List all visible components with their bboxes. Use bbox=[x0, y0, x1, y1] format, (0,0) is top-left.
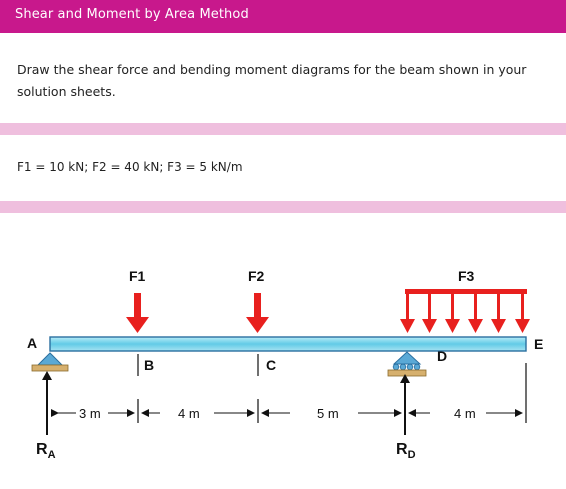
reaction-arrow-ra bbox=[42, 371, 52, 435]
beam-diagram bbox=[0, 213, 566, 489]
load-arrow-f1 bbox=[126, 293, 149, 333]
point-label-b: B bbox=[144, 357, 155, 373]
dimension-ab bbox=[58, 406, 134, 421]
beam bbox=[50, 337, 526, 351]
reaction-arrow-rd bbox=[400, 374, 410, 435]
load-label-f3: F3 bbox=[458, 268, 475, 284]
load-arrow-f2 bbox=[246, 293, 269, 333]
section-divider bbox=[0, 123, 566, 135]
dimension-de bbox=[409, 406, 522, 421]
dimension-label-bc: 4 m bbox=[178, 406, 200, 421]
reaction-label-ra: $R_A$ bbox=[36, 441, 56, 461]
point-label-c: C bbox=[266, 357, 277, 373]
distributed-load-f3 bbox=[400, 289, 530, 333]
question-instructions: Draw the shear force and bending moment diagrams for the beam shown in your solution sheets. bbox=[17, 62, 527, 99]
load-label-f2: F2 bbox=[248, 268, 265, 284]
dimension-bc bbox=[142, 406, 254, 421]
section-divider bbox=[0, 201, 566, 213]
point-label-d: D bbox=[437, 348, 448, 364]
point-label-e: E bbox=[534, 336, 544, 352]
dimension-cd bbox=[262, 406, 401, 421]
page-title: Shear and Moment by Area Method bbox=[15, 7, 249, 22]
roller-support-d bbox=[388, 352, 426, 376]
reaction-label-rd: $R_D$ bbox=[396, 441, 416, 461]
load-label-f1: F1 bbox=[129, 268, 146, 284]
header-bar bbox=[0, 0, 566, 33]
dimension-label-ab: 3 m bbox=[79, 406, 101, 421]
dimension-label-de: 4 m bbox=[454, 406, 476, 421]
pin-support-a bbox=[32, 353, 68, 371]
force-values: F1 = 10 kN; F2 = 40 kN; F3 = 5 kN/m bbox=[17, 160, 243, 174]
point-label-a: A bbox=[27, 335, 38, 351]
dimension-label-cd: 5 m bbox=[317, 406, 339, 421]
